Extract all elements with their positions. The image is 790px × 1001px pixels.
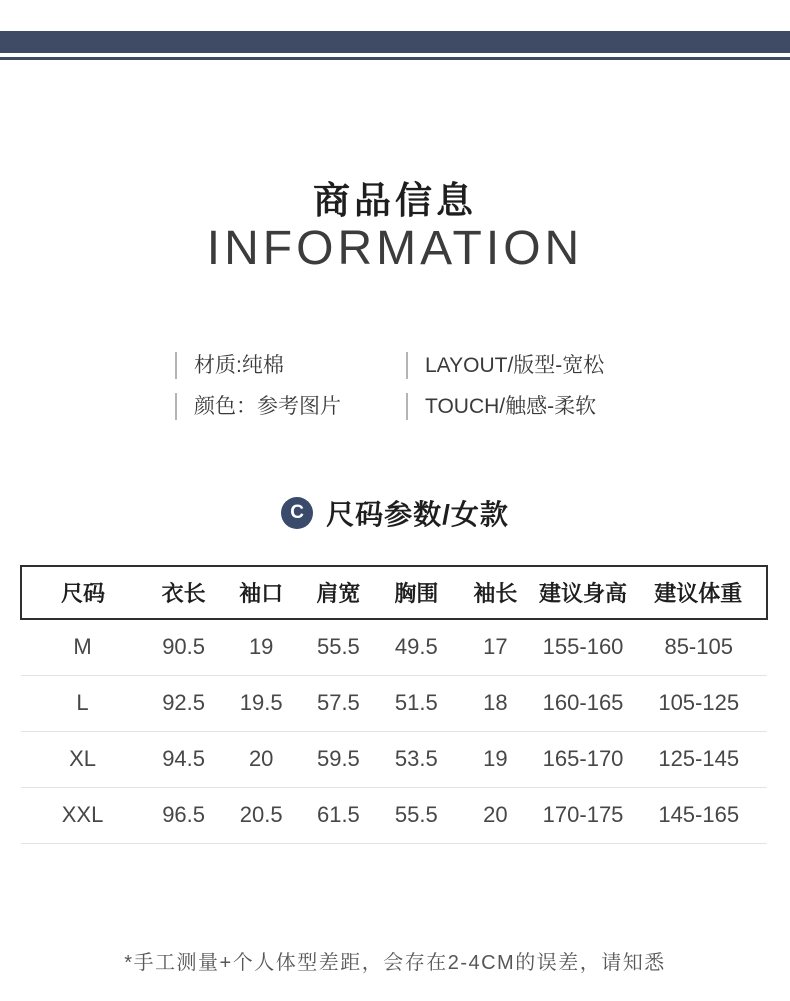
table-cell: 90.5 (144, 619, 223, 675)
table-cell: 105-125 (630, 675, 767, 731)
attribute-color: 颜色：参考图片 (175, 393, 341, 420)
table-cell: 20.5 (223, 787, 299, 843)
table-cell: XL (21, 731, 144, 787)
table-cell: 96.5 (144, 787, 223, 843)
table-row (21, 731, 767, 787)
col-header-sleeve: 袖长 (473, 581, 518, 606)
table-cell: 145-165 (630, 787, 767, 843)
table-cell: 55.5 (378, 787, 456, 843)
size-table (20, 565, 768, 844)
col-header-size: 尺码 (61, 581, 106, 606)
table-cell: 59.5 (299, 731, 377, 787)
table-cell: 165-170 (536, 731, 631, 787)
size-table-header-row (21, 566, 767, 619)
col-header-shoulder: 肩宽 (316, 581, 361, 606)
col-header-height: 建议身高 (539, 581, 628, 606)
size-table-body (21, 619, 767, 843)
table-cell: 125-145 (630, 731, 767, 787)
table-cell: 19 (455, 731, 536, 787)
col-header-bust: 胸围 (394, 581, 439, 606)
page-title-zh: 商品信息 (313, 180, 477, 221)
table-cell: 20 (455, 787, 536, 843)
attribute-layout: LAYOUT/版型-宽松 (406, 352, 604, 379)
table-cell: 19.5 (223, 675, 299, 731)
table-cell: 155-160 (536, 619, 631, 675)
table-cell: XXL (21, 787, 144, 843)
table-cell: 20 (223, 731, 299, 787)
page-title-en: INFORMATION (206, 222, 584, 275)
attribute-touch: TOUCH/触感-柔软 (406, 393, 596, 420)
table-cell: 55.5 (299, 619, 377, 675)
table-cell: 170-175 (536, 787, 631, 843)
table-cell: 57.5 (299, 675, 377, 731)
col-header-cuff: 袖口 (239, 581, 284, 606)
table-row (21, 675, 767, 731)
table-cell: 94.5 (144, 731, 223, 787)
table-cell: M (21, 619, 144, 675)
table-row (21, 787, 767, 843)
table-cell: 85-105 (630, 619, 767, 675)
size-table-head (21, 566, 767, 619)
table-cell: L (21, 675, 144, 731)
measurement-disclaimer: *手工测量+个人体型差距，会存在2-4CM的误差，请知悉 (124, 952, 666, 974)
table-cell: 53.5 (378, 731, 456, 787)
size-section-title: 尺码参数/女款 (326, 499, 509, 530)
table-cell: 49.5 (378, 619, 456, 675)
c-badge-icon: C (281, 497, 313, 529)
col-header-weight: 建议体重 (654, 581, 743, 606)
top-accent-bar (0, 31, 790, 53)
table-cell: 92.5 (144, 675, 223, 731)
table-cell: 160-165 (536, 675, 631, 731)
table-cell: 61.5 (299, 787, 377, 843)
table-cell: 19 (223, 619, 299, 675)
table-cell: 51.5 (378, 675, 456, 731)
top-accent-line (0, 57, 790, 60)
table-cell: 17 (455, 619, 536, 675)
table-cell: 18 (455, 675, 536, 731)
table-row (21, 619, 767, 675)
col-header-length: 衣长 (161, 581, 206, 606)
size-section-header (0, 496, 790, 530)
attribute-material: 材质:纯棉 (175, 352, 284, 379)
